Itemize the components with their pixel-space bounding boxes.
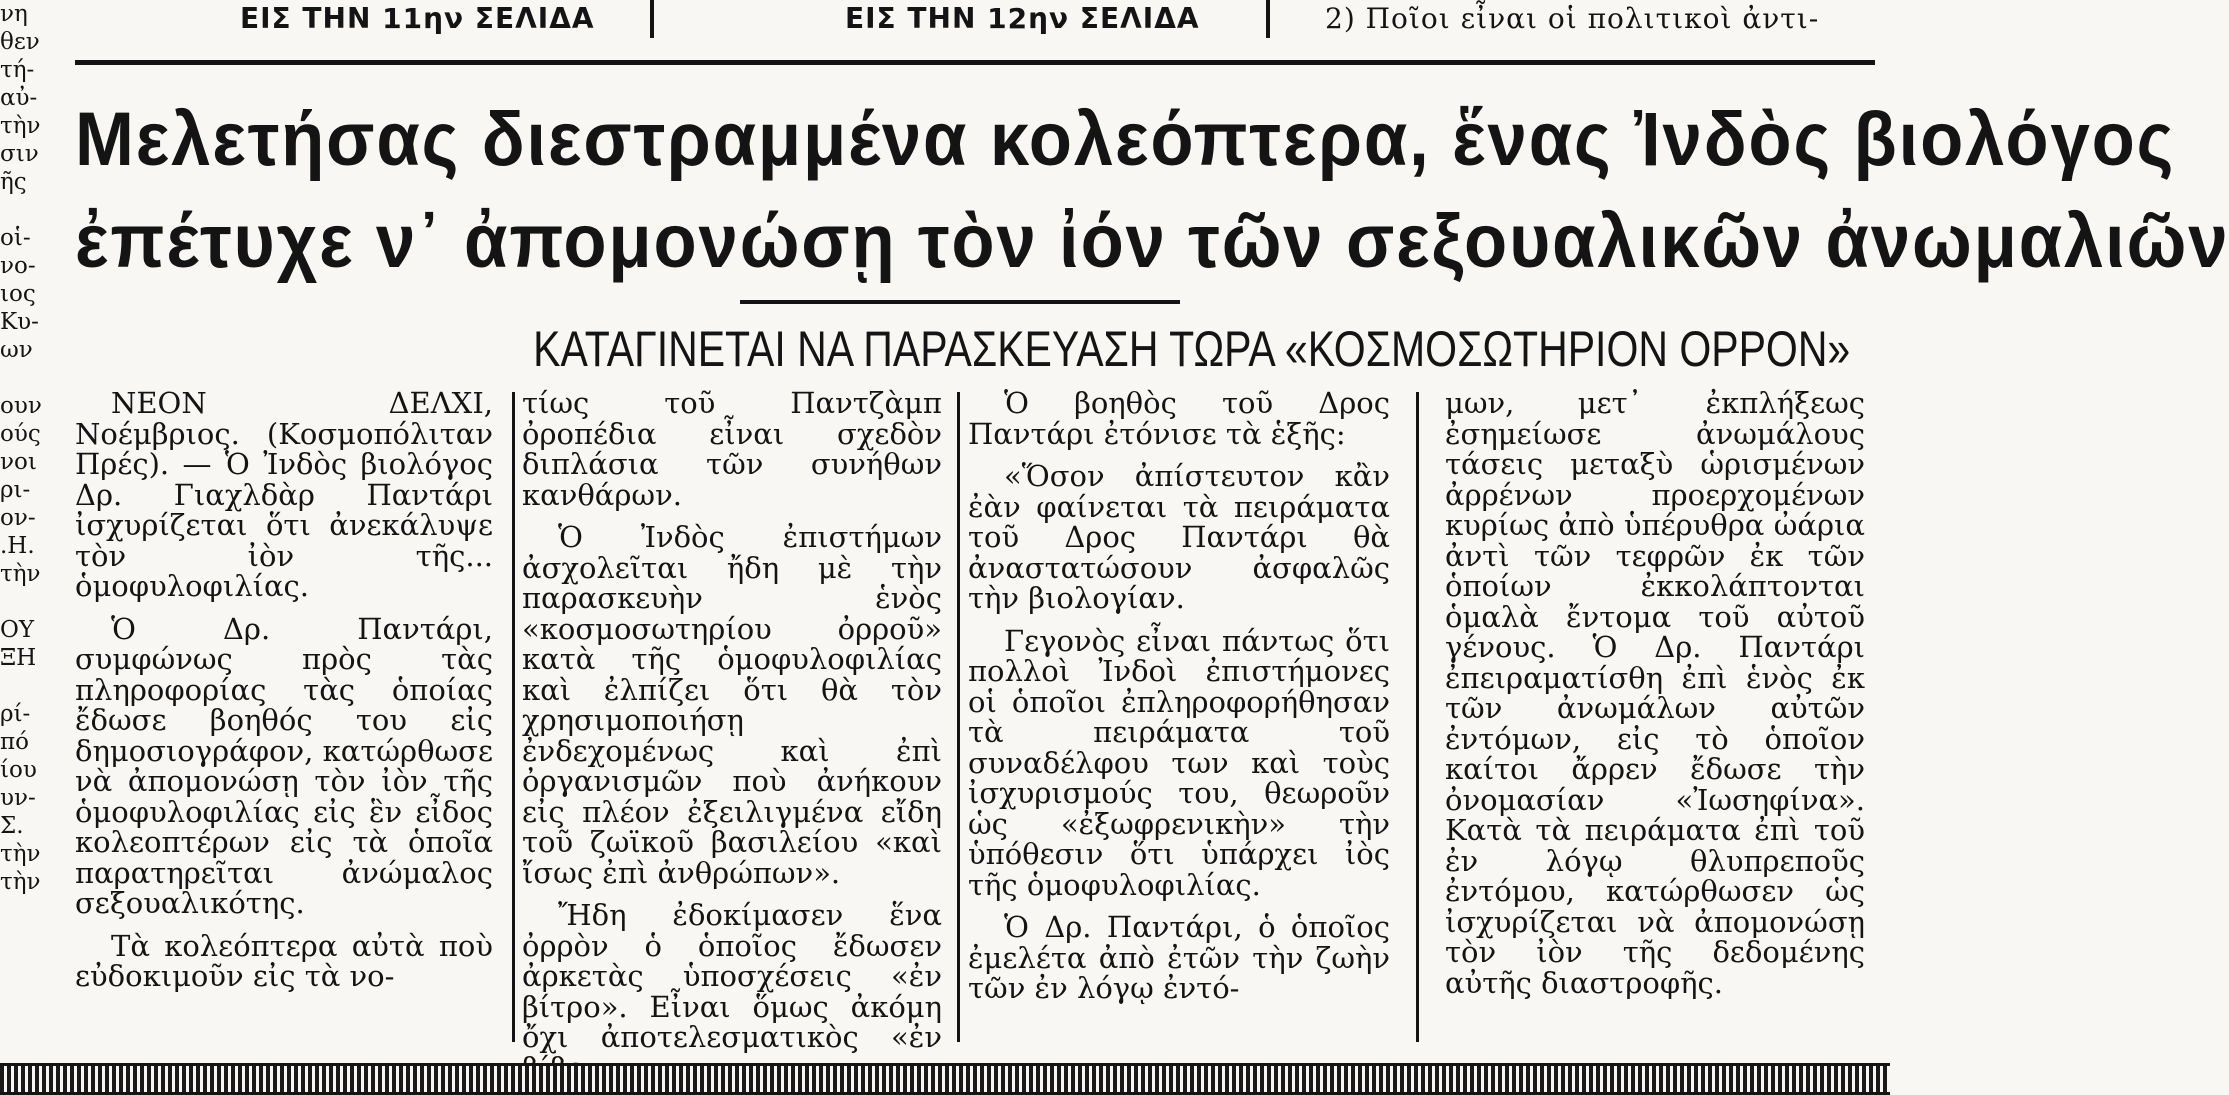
- paragraph-text: Γεγονὸς εἶναι πάντως ὅτι πολλοὶ Ἰνδοὶ ἐπιστήμονες οἱ ὁποῖοι ἐπληροφορήθησαν τὰ πειράματα τοῦ συναδέλφου των καὶ τοὺς ἰσχυρισμούς του, θεωροῦν ὡς «ἐξωφρενικὴν» τὴν ὑπόθεσιν ὅτι ὑπάρχει ἰὸς τῆς ὁμοφυλοφιλίας.: [968, 623, 1390, 902]
- paragraph: [522, 900, 942, 1083]
- top-rule: [75, 60, 1875, 65]
- paragraph: [75, 611, 493, 920]
- margin-fragment: ῆς: [0, 169, 27, 195]
- paragraph-text: ΝΕΟΝ ΔΕΛΧΙ, Νοέμβριος. (Κοσμοπόλιταν Πρές). — Ὁ Ἰνδὸς βιολόγος Δρ. Γιαχλδὰρ Παντάρι ἰσχυρίζεται ὅτι ἀνεκάλυψε τὸν ἰὸν τῆς... ὁμοφυλοφιλίας.: [75, 386, 493, 603]
- headline-rule: [740, 300, 1180, 304]
- margin-fragment: νη: [0, 1, 28, 27]
- margin-fragment: οἱ-: [0, 225, 31, 251]
- subheadline: ΚΑΤΑΓΙΝΕΤΑΙ ΝΑ ΠΑΡΑΣΚΕΥΑΣΗ ΤΩΡΑ «ΚΟΣΜΟΣΩΤΗΡΙΟΝ ΟΡΡΟΝ»: [532, 321, 1850, 377]
- margin-fragment: Κυ-: [0, 309, 39, 335]
- paragraph: [522, 388, 942, 510]
- paragraph: [968, 623, 1390, 902]
- margin-fragment: Σ.: [0, 813, 24, 839]
- margin-fragment: τή-: [0, 57, 35, 83]
- margin-fragment: ίου: [0, 757, 37, 783]
- margin-fragment: ΞΗ: [0, 645, 37, 671]
- paragraph: [968, 461, 1390, 614]
- top-right-divider: [1266, 0, 1270, 38]
- margin-fragment: ούς: [0, 421, 41, 447]
- margin-fragment: νοι: [0, 449, 37, 475]
- margin-fragment: ιος: [0, 281, 36, 307]
- headline-line-1: Μελετήσας διεστραμμένα κολεόπτερα, ἕνας Ἰνδὸς βιολόγος: [75, 97, 2176, 182]
- margin-fragment: πό: [0, 729, 29, 755]
- margin-fragment: ΟΥ: [0, 617, 35, 643]
- paragraph-text: Ὁ βοηθὸς τοῦ Δρος Παντάρι ἐτόνισε τὰ ἑξῆς:: [968, 386, 1390, 451]
- margin-fragment: τὴν: [0, 869, 41, 895]
- column-divider-2: [957, 392, 960, 1042]
- paragraph: [75, 388, 493, 602]
- paragraph-text: μων, μετ᾿ ἐκπλήξεως ἐσημείωσε ἀνωμάλους τάσεις μεταξὺ ὡρισμένων ἀρρένων προερχομένων κυρίως ἀπὸ ὑπέρυθρα ὠάρια ἀντὶ τῶν τεφρῶν ἐκ τῶν ὁποίων ἐκκολάπτονται ὁμαλὰ ἔντομα τοῦ αὐτοῦ γένους. Ὁ Δρ. Παντάρι ἐπειραματίσθη ἐπὶ ἑνὸς ἐκ τῶν ἀνωμάλων αὐτῶν ἐντόμων, εἰς τὸ ὁποῖον καίτοι ἄρρεν ἔδωσε τὴν ὀνομασίαν «Ἰωσηφίνα». Κατὰ τὰ πειράματα ἐπὶ τοῦ ἐν λόγῳ θλυπρεποῦς ἐντόμου, κατώρθωσεν ὡς ἰσχυρίζεται νὰ ἀπομονώσῃ τὸν ἰὸν τῆς δεδομένης αὐτῆς διαστροφῆς.: [1445, 386, 1865, 1000]
- margin-fragment: .Η.: [0, 533, 35, 559]
- continued-page-11: ΕΙΣ ΤΗΝ 11ην ΣΕΛΙΔΑ: [240, 2, 595, 35]
- margin-fragment: ουν: [0, 393, 42, 419]
- decorative-bottom-border: [0, 1063, 1890, 1095]
- column-2: [522, 388, 942, 1095]
- paragraph-text: Τὰ κολεόπτερα αὐτὰ ποὺ εὐδοκιμοῦν εἰς τὰ νο-: [75, 928, 493, 993]
- left-margin-fragments: [0, 0, 45, 896]
- headline-line-2: ἐπέτυχε ν᾿ ἀπομονώσῃ τὸν ἰόν τῶν σεξουαλικῶν ἀνωμαλιῶν: [75, 199, 2229, 284]
- margin-fragment: [0, 364, 45, 392]
- margin-fragment: [0, 588, 45, 616]
- paragraph: [1445, 388, 1865, 998]
- column-1: [75, 388, 493, 1004]
- margin-fragment: υν-: [0, 785, 36, 811]
- margin-fragment: θεν: [0, 29, 40, 55]
- margin-fragment: σιν: [0, 141, 39, 167]
- margin-fragment: ρί-: [0, 701, 31, 727]
- paragraph-text: τίως τοῦ Παντζὰμπ ὀροπέδια εἶναι σχεδὸν διπλάσια τῶν συνήθων κανθάρων.: [522, 386, 942, 512]
- column-3: [968, 388, 1390, 1016]
- margin-fragment: νο-: [0, 253, 36, 279]
- margin-fragment: [0, 672, 45, 700]
- margin-fragment: [0, 196, 45, 224]
- margin-fragment: αὐ-: [0, 85, 38, 111]
- top-left-divider: [650, 0, 654, 38]
- paragraph-text: Ἤδη ἐδοκίμασεν ἕνα ὀρρὸν ὁ ὁποῖος ἔδωσεν ἀρκετὰς ὑποσχέσεις «ἐν βίτρο». Εἶναι ὅμως ἀκόμη ὄχι ἀποτελεσματικὸς «ἐν: [522, 898, 942, 1054]
- margin-fragment: ρι-: [0, 477, 31, 503]
- paragraph: [522, 522, 942, 888]
- column-divider-3: [1416, 392, 1419, 1042]
- paragraph-text: Ὁ Δρ. Παντάρι, ὁ ὁποῖος ἐμελέτα ἀπὸ ἐτῶν τὴν ζωὴν τῶν ἐν λόγῳ ἐντό-: [968, 910, 1390, 1005]
- margin-fragment: τὴν: [0, 841, 41, 867]
- column-4: [1445, 388, 1865, 1010]
- continued-text-fragment: 2) Ποῖοι εἶναι οἱ πολιτικοὶ ἀντι-: [1325, 2, 1820, 35]
- margin-fragment: τὴν: [0, 561, 41, 587]
- paragraph: [75, 928, 493, 993]
- margin-fragment: ων: [0, 337, 33, 363]
- paragraph-text: Ὁ Ἰνδὸς ἐπιστήμων ἀσχολεῖται ἤδη μὲ τὴν παρασκευὴν ἑνὸς «κοσμοσωτηρίου ὀρροῦ» κατὰ τῆς ὁμοφυλοφιλίας καὶ ἐλπίζει ὅτι θὰ τὸν χρησιμοποιήσῃ ἐνδεχομένως καὶ ἐπὶ ὀργανισμῶν ποὺ ἀνήκουν εἰς πλέον ἐξειλιγμένα εἴδη τοῦ ζωϊκοῦ βασιλείου «καὶ ἴσως ἐπὶ ἀνθρώπων».: [522, 520, 942, 890]
- paragraph-text: Ὁ Δρ. Παντάρι, συμφώνως πρὸς τὰς πληροφορίας τὰς ὁποίας ἔδωσε βοηθός του εἰς δημοσιογράφον, κατώρθωσε νὰ ἀπομονώσῃ τὸν ἰὸν τῆς ὁμοφυλοφιλίας εἰς ἓν εἶδος κολεοπτέρων εἰς τὰ ὁποῖα παρατηρεῖται ἀνώμαλος σεξουαλικότης.: [75, 611, 493, 920]
- paragraph: [968, 388, 1390, 449]
- margin-fragment: ον-: [0, 505, 36, 531]
- continued-page-12: ΕΙΣ ΤΗΝ 12ην ΣΕΛΙΔΑ: [845, 2, 1200, 35]
- column-divider-1: [512, 392, 515, 1042]
- margin-fragment: τὴν: [0, 113, 41, 139]
- paragraph-text: «Ὅσον ἀπίστευτον κἂν ἐὰν φαίνεται τὰ πειράματα τοῦ Δρος Παντάρι θὰ ἀναστατώσουν ἀσφαλῶς τὴν βιολογίαν.: [968, 459, 1390, 615]
- paragraph: [968, 912, 1390, 1004]
